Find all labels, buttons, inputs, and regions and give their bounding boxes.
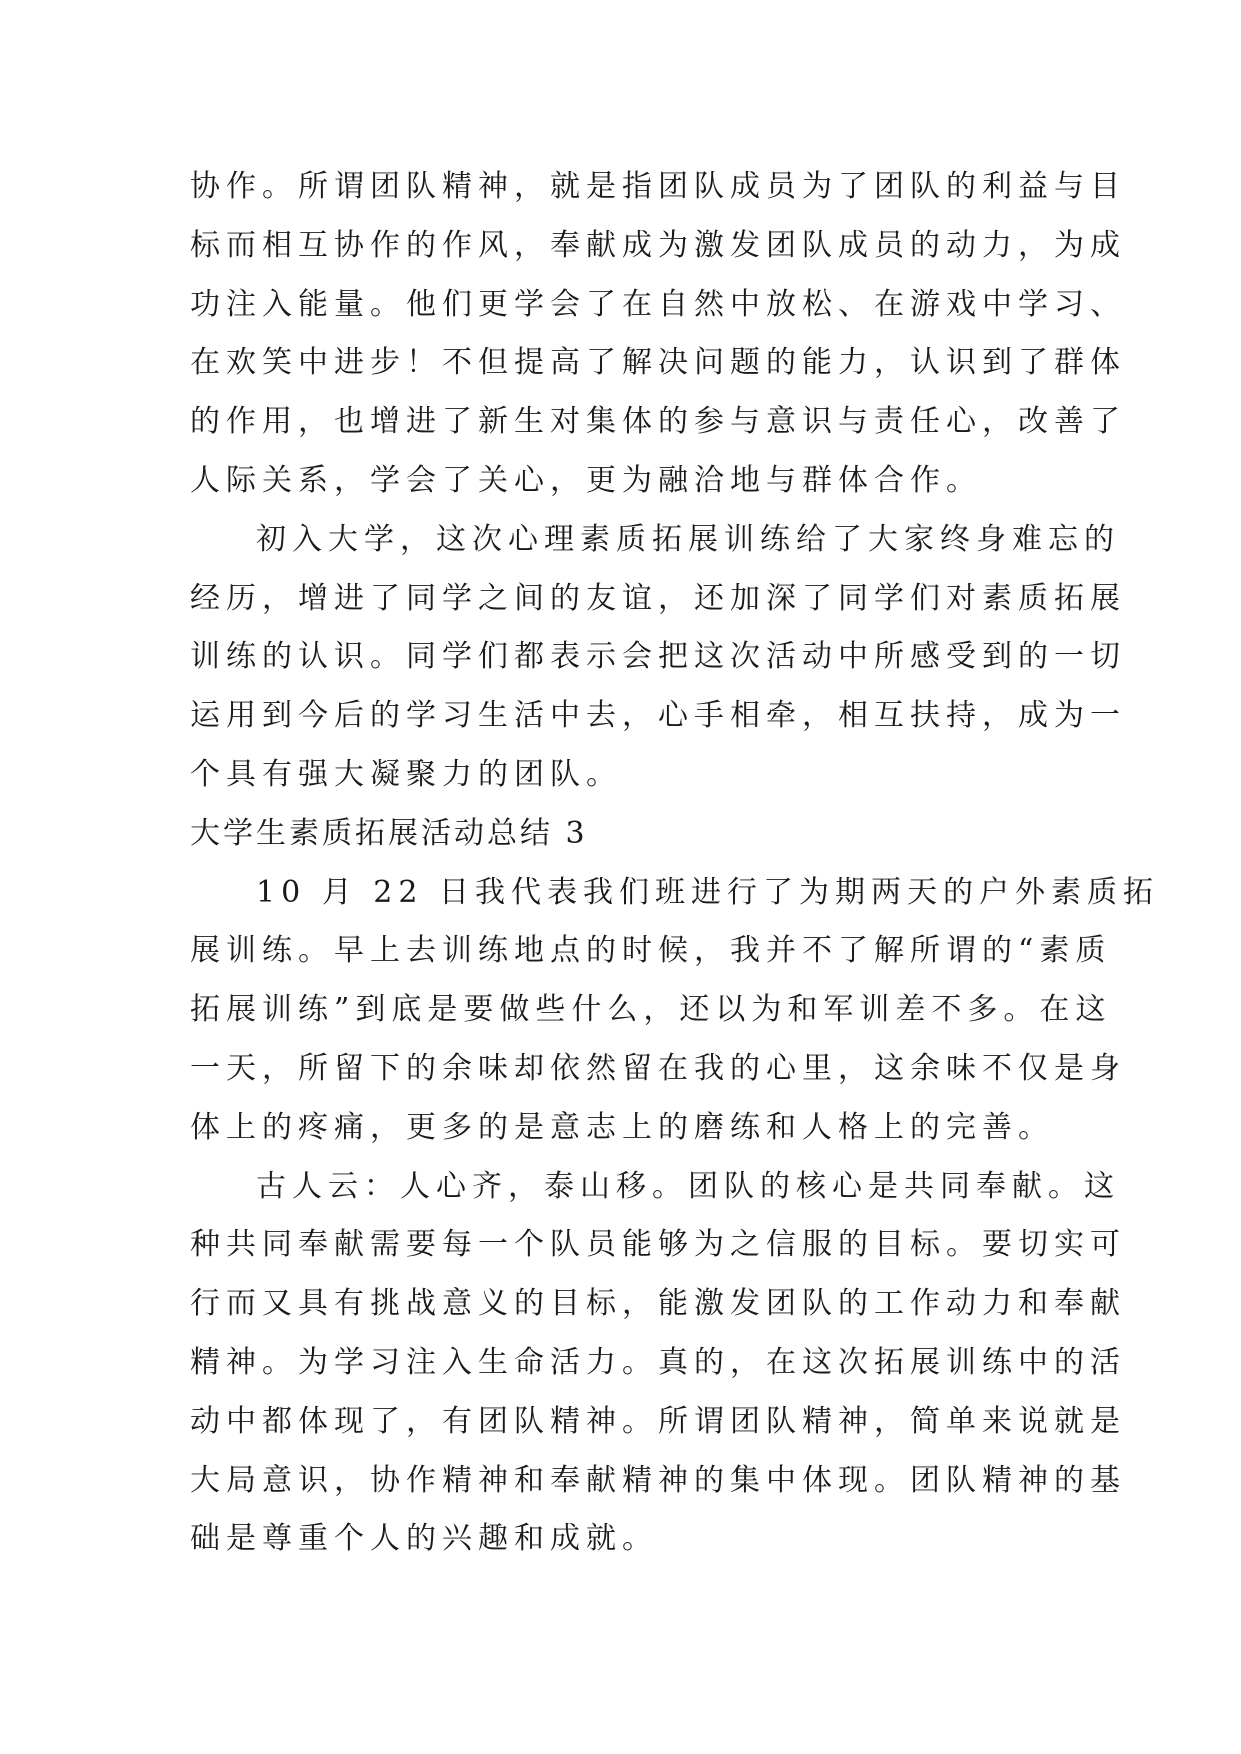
paragraph-line: 动中都体现了，有团队精神。所谓团队精神，简单来说就是 [190, 1403, 1126, 1439]
paragraph-first-line: 古人云：人心齐，泰山移。团队的核心是共同奉献。这 [256, 1168, 1120, 1204]
paragraph-line: 展训练。早上去训练地点的时候，我并不了解所谓的“素质 [190, 933, 1112, 969]
section-heading: 大学生素质拓展活动总结 3 [190, 815, 588, 851]
paragraph-line: 拓展训练”到底是要做些什么，还以为和军训差不多。在这 [190, 992, 1112, 1028]
paragraph-line: 运用到今后的学习生活中去，心手相牵，相互扶持，成为一 [190, 698, 1126, 734]
paragraph-line: 在欢笑中进步！不但提高了解决问题的能力，认识到了群体 [190, 345, 1126, 381]
paragraph-line: 人际关系，学会了关心，更为融洽地与群体合作。 [190, 462, 982, 498]
paragraph-line: 标而相互协作的作风，奉献成为激发团队成员的动力，为成 [190, 227, 1126, 263]
paragraph-line: 的作用，也增进了新生对集体的参与意识与责任心，改善了 [190, 404, 1126, 440]
document-body [190, 158, 1159, 1569]
paragraph-line: 精神。为学习注入生命活力。真的，在这次拓展训练中的活 [190, 1344, 1126, 1380]
paragraph-line: 功注入能量。他们更学会了在自然中放松、在游戏中学习、 [190, 286, 1126, 322]
paragraph-line: 础是尊重个人的兴趣和成就。 [190, 1521, 658, 1557]
paragraph-line: 协作。所谓团队精神，就是指团队成员为了团队的利益与目 [190, 169, 1126, 204]
paragraph-line: 种共同奉献需要每一个队员能够为之信服的目标。要切实可 [190, 1227, 1126, 1263]
paragraph-first-line: 10 月 22 日我代表我们班进行了为期两天的户外素质拓 [256, 874, 1159, 910]
paragraph-line: 大局意识，协作精神和奉献精神的集中体现。团队精神的基 [190, 1462, 1126, 1498]
paragraph-line: 行而又具有挑战意义的目标，能激发团队的工作动力和奉献 [190, 1286, 1126, 1322]
paragraph-line: 经历，增进了同学之间的友谊，还加深了同学们对素质拓展 [190, 580, 1126, 616]
paragraph-line: 一天，所留下的余味却依然留在我的心里，这余味不仅是身 [190, 1050, 1126, 1086]
paragraph-first-line: 初入大学，这次心理素质拓展训练给了大家终身难忘的 [256, 521, 1120, 557]
paragraph-line: 体上的疼痛，更多的是意志上的磨练和人格上的完善。 [190, 1109, 1054, 1145]
paragraph-line: 个具有强大凝聚力的团队。 [190, 756, 622, 792]
paragraph-line: 训练的认识。同学们都表示会把这次活动中所感受到的一切 [190, 639, 1126, 675]
